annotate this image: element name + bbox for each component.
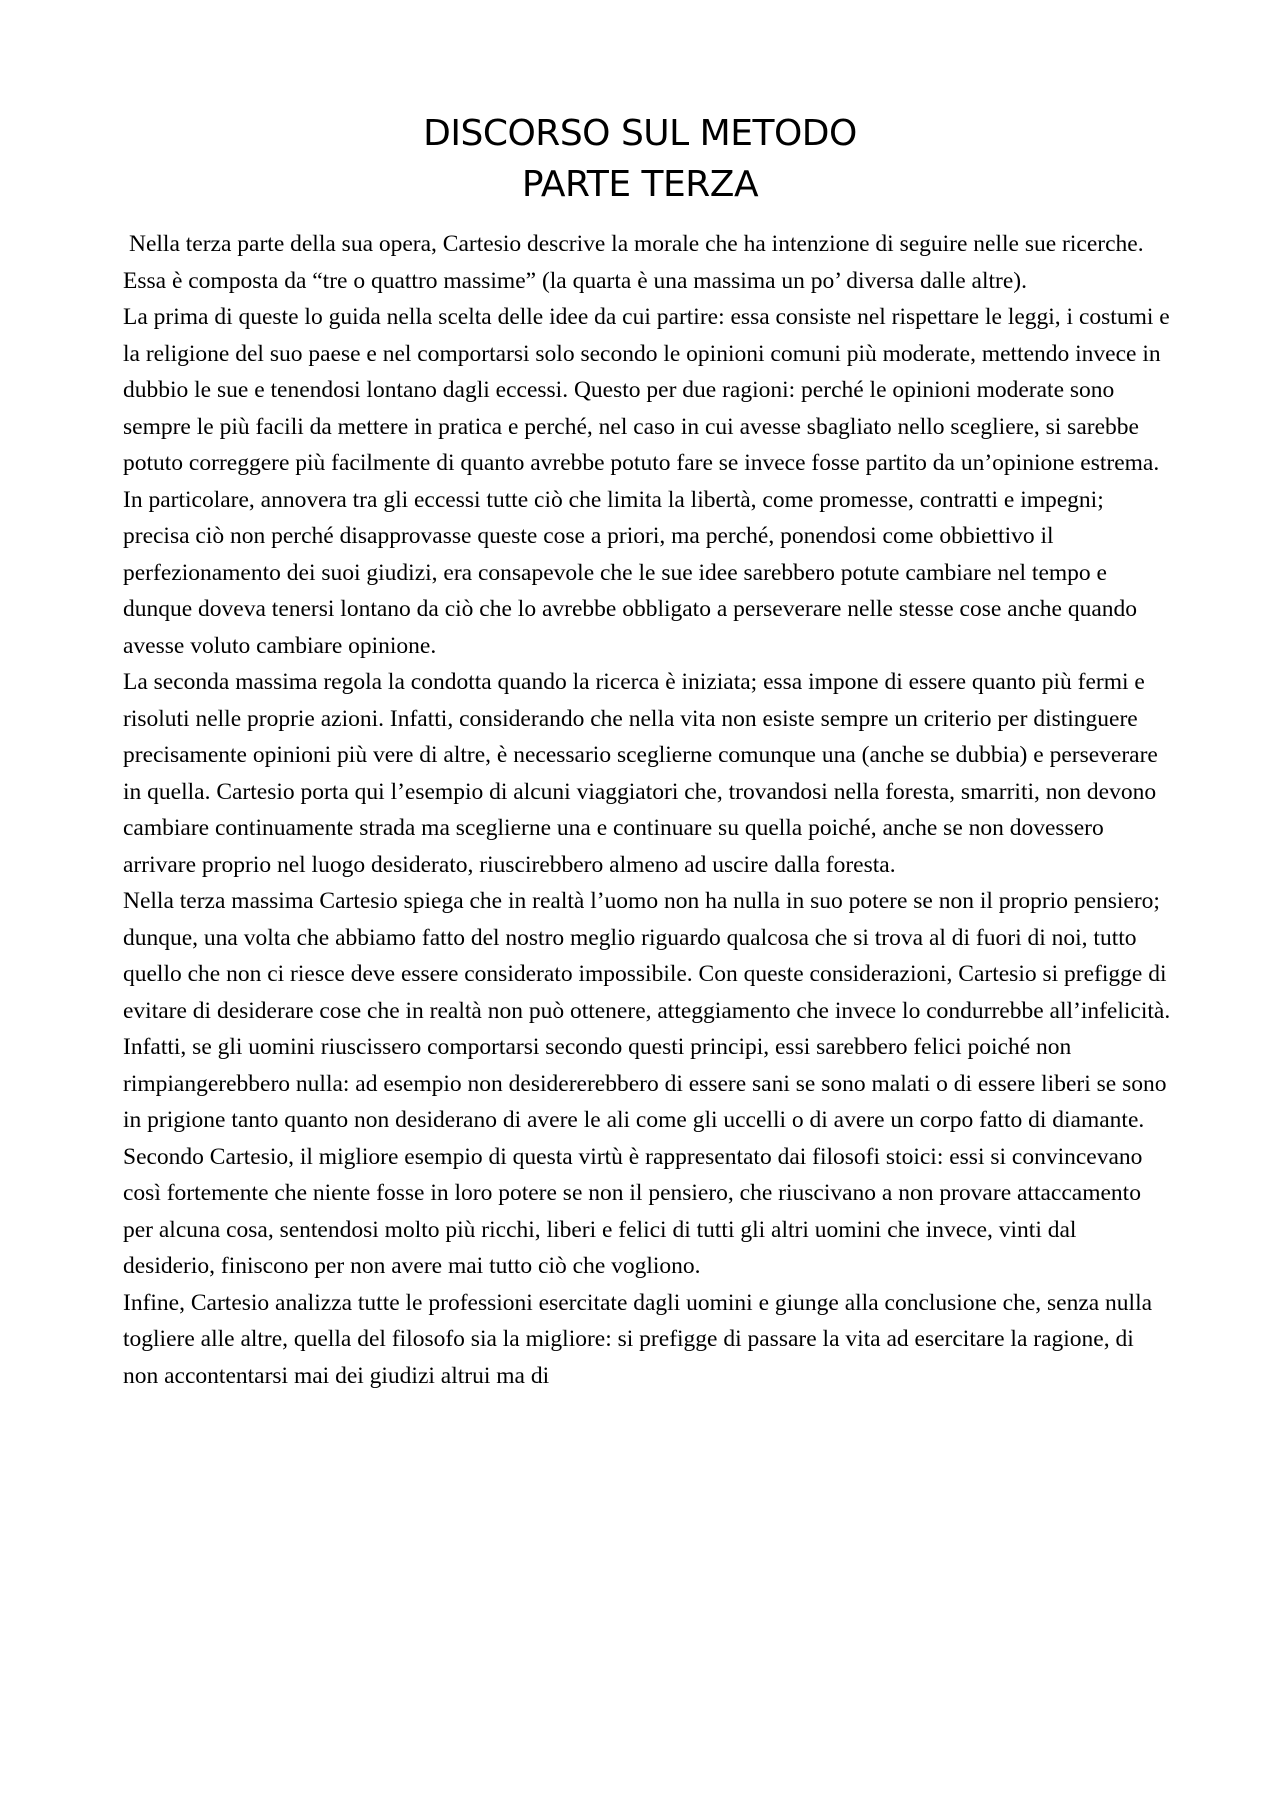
document-subtitle: PARTE TERZA bbox=[521, 164, 759, 205]
paragraph-second-maxim: La seconda massima regola la condotta quando la ricerca è iniziata; essa impone di essere quanto più fermi e risoluti nelle proprie azioni. Infatti, considerando che nella vita non esiste sempre un criterio per distinguere precisamente opinioni più vere di altre, è necessario sceglierne comunque una (anche se dubbia) e perseverare in quella. Cartesio porta qui l’esempio di alcuni viaggiatori che, trovandosi nella foresta, smarriti, non devono cambiare continuamente strada ma sceglierne una e continuare su quella poiché, anche se non dovessero arrivare proprio nel luogo desiderato, riuscirebbero almeno ad uscire dalla foresta. bbox=[123, 669, 1158, 878]
paragraph-third-maxim: Nella terza massima Cartesio spiega che in realtà l’uomo non ha nulla in suo potere se non il proprio pensiero; dunque, una volta che abbiamo fatto del nostro meglio riguardo qualcosa che si trova al di fuori di noi, tutto quello che non ci riesce deve essere considerato impossibile. Con queste considerazioni, Cartesio si prefigge di evitare di desiderare cose che in realtà non può ottenere, atteggiamento che invece lo condurrebbe all’infelicità. Infatti, se gli uomini riuscissero comportarsi secondo questi principi, essi sarebbero felici poiché non rimpiangerebbero nulla: ad esempio non desidererebbero di essere sani se sono malati o di essere liberi se sono in prigione tanto quanto non desiderano di avere le ali come gli uccelli o di avere un corpo fatto di diamante. Secondo Cartesio, il migliore esempio di questa virtù è rappresentato dai filosofi stoici: essi si convincevano così fortemente che niente fosse in loro potere se non il pensiero, che riuscivano a non provare attaccamento per alcuna cosa, sentendosi molto più ricchi, liberi e felici di tutti gli altri uomini che invece, vinti dal desiderio, finiscono per non avere mai tutto ciò che vogliono. bbox=[123, 888, 1171, 1279]
paragraph-first-maxim: La prima di queste lo guida nella scelta delle idee da cui partire: essa consiste nel rispettare le leggi, i costumi e la religione del suo paese e nel comportarsi solo secondo le opinioni comuni più moderate, mettendo invece in dubbio le sue e tenendosi lontano dagli eccessi. Questo per due ragioni: perché le opinioni moderate sono sempre le più facili da mettere in pratica e perché, nel caso in cui avesse sbagliato nello scegliere, si sarebbe potuto correggere più facilmente di quanto avrebbe potuto fare se invece fosse partito da un’opinione estrema. In particolare, annovera tra gli eccessi tutte ciò che limita la libertà, come promesse, contratti e impegni; precisa ciò non perché disapprovasse queste cose a priori, ma perché, ponendosi come obbiettivo il perfezionamento dei suoi giudizi, era consapevole che le sue idee sarebbero potute cambiare nel tempo e dunque doveva tenersi lontano da ciò che lo avrebbe obbligato a perseverare nelle stesse cose anche quando avesse voluto cambiare opinione. bbox=[123, 304, 1170, 659]
document-title: DISCORSO SUL METODO bbox=[423, 113, 857, 154]
body-text bbox=[123, 226, 1173, 1394]
title-block bbox=[0, 108, 1280, 210]
paragraph-conclusion: Infine, Cartesio analizza tutte le professioni esercitate dagli uomini e giunge alla conclusione che, senza nulla togliere alle altre, quella del filosofo sia la migliore: si prefigge di passare la vita ad esercitare la ragione, di non accontentarsi mai dei giudizi altrui ma di bbox=[123, 1289, 1153, 1389]
paragraph-intro: Nella terza parte della sua opera, Cartesio descrive la morale che ha intenzione di seguire nelle sue ricerche. Essa è composta da “tre o quattro massime” (la quarta è una massima un po’ diversa dalle altre). bbox=[123, 231, 1144, 294]
